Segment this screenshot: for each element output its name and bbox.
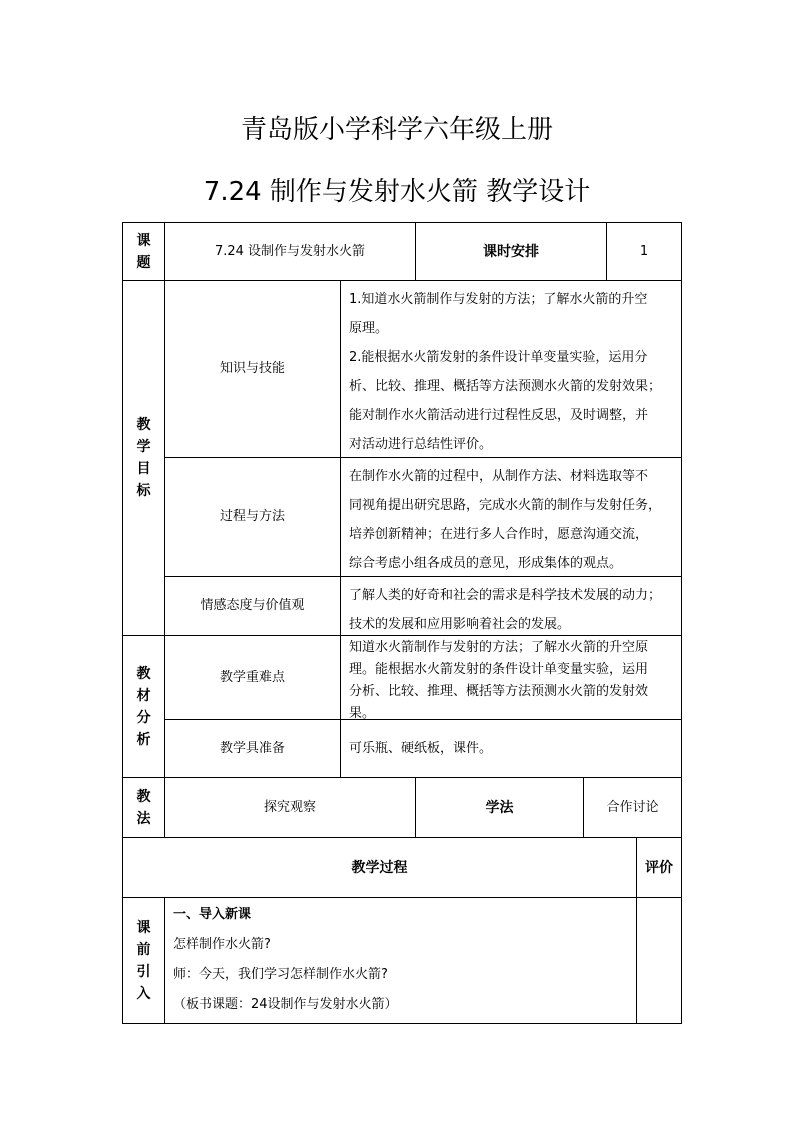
emotion-line: 了解人类的好奇和社会的需求是科学技术发展的动力；: [349, 588, 662, 603]
teaching-method-value: 探究观察: [164, 777, 416, 838]
process-line: 综合考虑小组各成员的意见，形成集体的观点。: [349, 556, 623, 571]
process-content: [340, 457, 682, 577]
process-header: 教学过程: [122, 837, 637, 898]
topic-label-char: 课: [136, 232, 151, 249]
methods-label-char: 教: [136, 788, 151, 805]
study-method-label: 学法: [415, 777, 584, 838]
knowledge-line: 析、比较、推理、概括等方法预测水火箭的发射效果；: [349, 379, 662, 394]
intro-label: [122, 897, 165, 1024]
intro-content: [164, 897, 637, 1024]
emotion-content: [340, 576, 682, 636]
schedule-label: 课时安排: [415, 222, 607, 281]
process-line: 同视角提出研究思路，完成水火箭的制作与发射任务，: [349, 498, 662, 513]
knowledge-line: 1.知道水火箭制作与发射的方法；了解水火箭的升空: [349, 292, 648, 307]
objectives-label-char: 教: [136, 417, 151, 433]
material-label-char: 材: [136, 687, 151, 704]
objectives-label: [122, 280, 165, 636]
evaluation-header: 评价: [636, 837, 682, 898]
key-points-line: 理。能根据水火箭发射的条件设计单变量实验，运用: [349, 662, 649, 677]
intro-label-char: 引: [136, 963, 151, 980]
material-label-char: 分: [136, 709, 151, 726]
schedule-value: 1: [606, 222, 682, 281]
topic-label-char: 题: [136, 254, 151, 271]
topic-label: [122, 222, 165, 281]
process-label: 过程与方法: [164, 457, 341, 577]
key-points-content: [340, 635, 682, 720]
topic-value: 7.24 设制作与发射水火箭: [164, 222, 416, 281]
tools-value: 可乐瓶、硬纸板，课件。: [340, 719, 682, 778]
emotion-line: 技术的发展和应用影响着社会的发展。: [349, 617, 571, 632]
material-label-char: 教: [136, 665, 151, 682]
knowledge-line: 2.能根据水火箭发射的条件设计单变量实验，运用分: [349, 350, 648, 365]
document-title: 青岛版小学科学六年级上册: [240, 115, 553, 145]
emotion-label: 情感态度与价值观: [164, 576, 341, 636]
key-points-line: 知道水火箭制作与发射的方法；了解水火箭的升空原: [349, 640, 649, 655]
key-points-label: 教学重难点: [164, 635, 341, 720]
knowledge-label: 知识与技能: [164, 280, 341, 458]
key-points-line: 果。: [349, 706, 376, 721]
intro-evaluation-cell: [636, 897, 682, 1024]
objectives-label-char: 标: [136, 483, 151, 499]
key-points-line: 分析、比较、推理、概括等方法预测水火箭的发射效: [349, 684, 649, 699]
intro-line: 师：今天，我们学习怎样制作水火箭?: [173, 967, 388, 982]
intro-label-char: 前: [136, 941, 151, 958]
knowledge-line: 原理。: [349, 321, 389, 336]
objectives-label-char: 学: [136, 439, 151, 455]
objectives-label-char: 目: [136, 461, 151, 477]
intro-heading: 一、导入新课: [173, 907, 252, 922]
tools-label: 教学具准备: [164, 719, 341, 778]
process-line: 在制作水火箭的过程中，从制作方法、材料选取等不: [349, 469, 649, 484]
material-label-char: 析: [136, 731, 151, 748]
process-line: 培养创新精神；在进行多人合作时，愿意沟通交流，: [349, 527, 649, 542]
intro-label-char: 入: [136, 985, 151, 1002]
knowledge-line: 对活动进行总结性评价。: [349, 437, 493, 452]
document-subtitle: 7.24 制作与发射水火箭 教学设计: [203, 177, 591, 207]
intro-line: 怎样制作水火箭?: [173, 937, 271, 952]
methods-label: [122, 777, 165, 838]
intro-line: （板书课题：24设制作与发射水火箭）: [173, 997, 398, 1012]
knowledge-line: 能对制作水火箭活动进行过程性反思，及时调整，并: [349, 408, 649, 423]
study-method-value: 合作讨论: [583, 777, 682, 838]
material-label: [122, 635, 165, 778]
methods-label-char: 法: [136, 810, 151, 827]
knowledge-content: [340, 280, 682, 458]
intro-label-char: 课: [136, 919, 151, 936]
